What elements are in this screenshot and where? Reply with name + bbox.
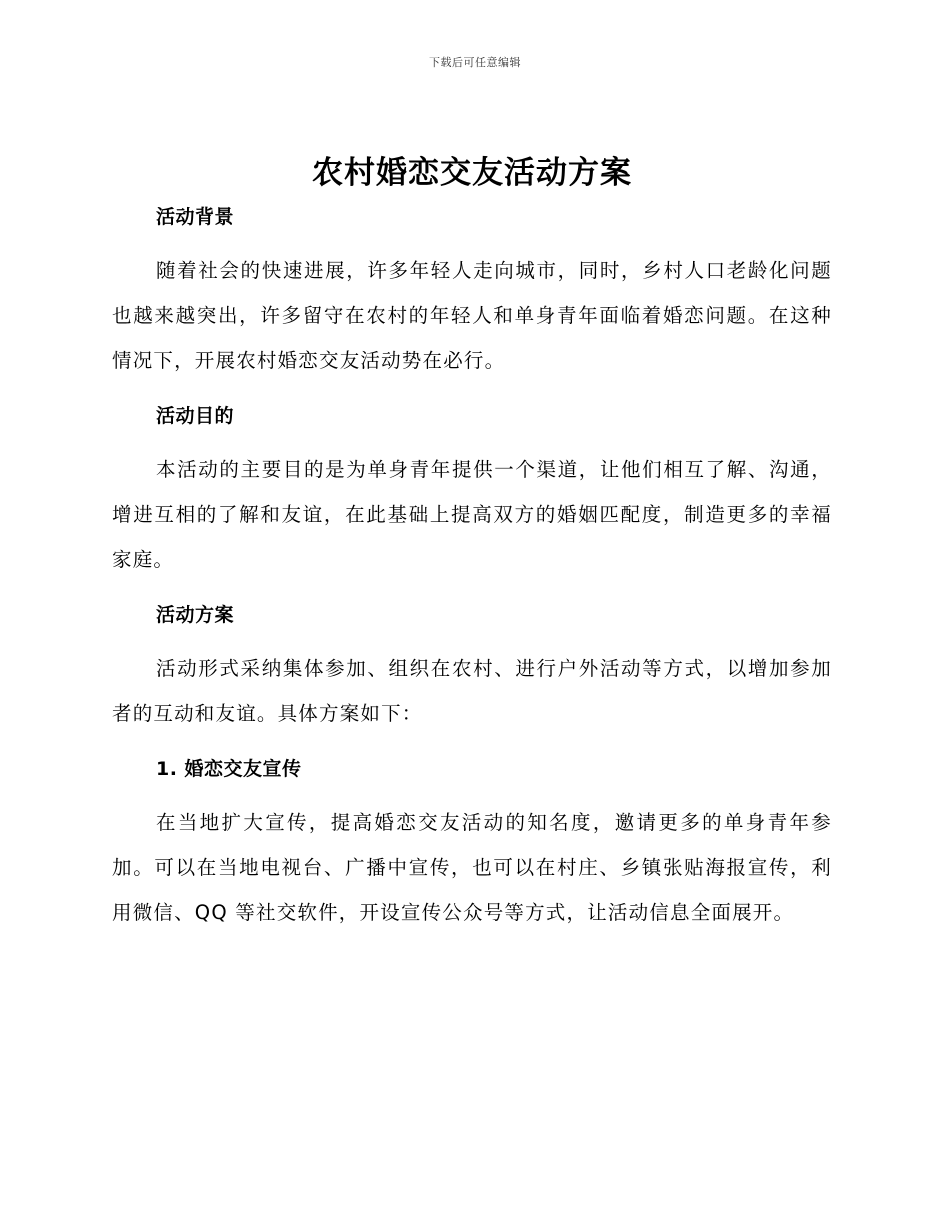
paragraph-purpose: 本活动的主要目的是为单身青年提供一个渠道，让他们相互了解、沟通，增进互相的了解和友谊，在此基础上提高双方的婚姻匹配度，制造更多的幸福家庭。	[112, 458, 832, 571]
section-heading-purpose: 活动目的	[156, 405, 235, 427]
paragraph-background: 随着社会的快速进展，许多年轻人走向城市，同时，乡村人口老龄化问题也越来越突出，许多留守在农村的年轻人和单身青年面临着婚恋问题。在这种情况下，开展农村婚恋交友活动势在必行。	[112, 259, 832, 372]
header-note: 下载后可任意编辑	[429, 56, 521, 69]
section-heading-background: 活动背景	[156, 206, 235, 228]
section-heading-promotion: 1. 婚恋交友宣传	[156, 758, 302, 780]
paragraph-promotion: 在当地扩大宣传，提高婚恋交友活动的知名度，邀请更多的单身青年参加。可以在当地电视台、广播中宣传，也可以在村庄、乡镇张贴海报宣传，利用微信、QQ 等社交软件，开设宣传公众号等方式，让活动信息全面展开。	[112, 811, 832, 924]
document-title: 农村婚恋交友活动方案	[312, 155, 632, 191]
document-body	[112, 150, 832, 955]
section-heading-plan: 活动方案	[156, 604, 235, 626]
paragraph-plan: 活动形式采纳集体参加、组织在农村、进行户外活动等方式，以增加参加者的互动和友谊。具体方案如下：	[112, 657, 832, 725]
